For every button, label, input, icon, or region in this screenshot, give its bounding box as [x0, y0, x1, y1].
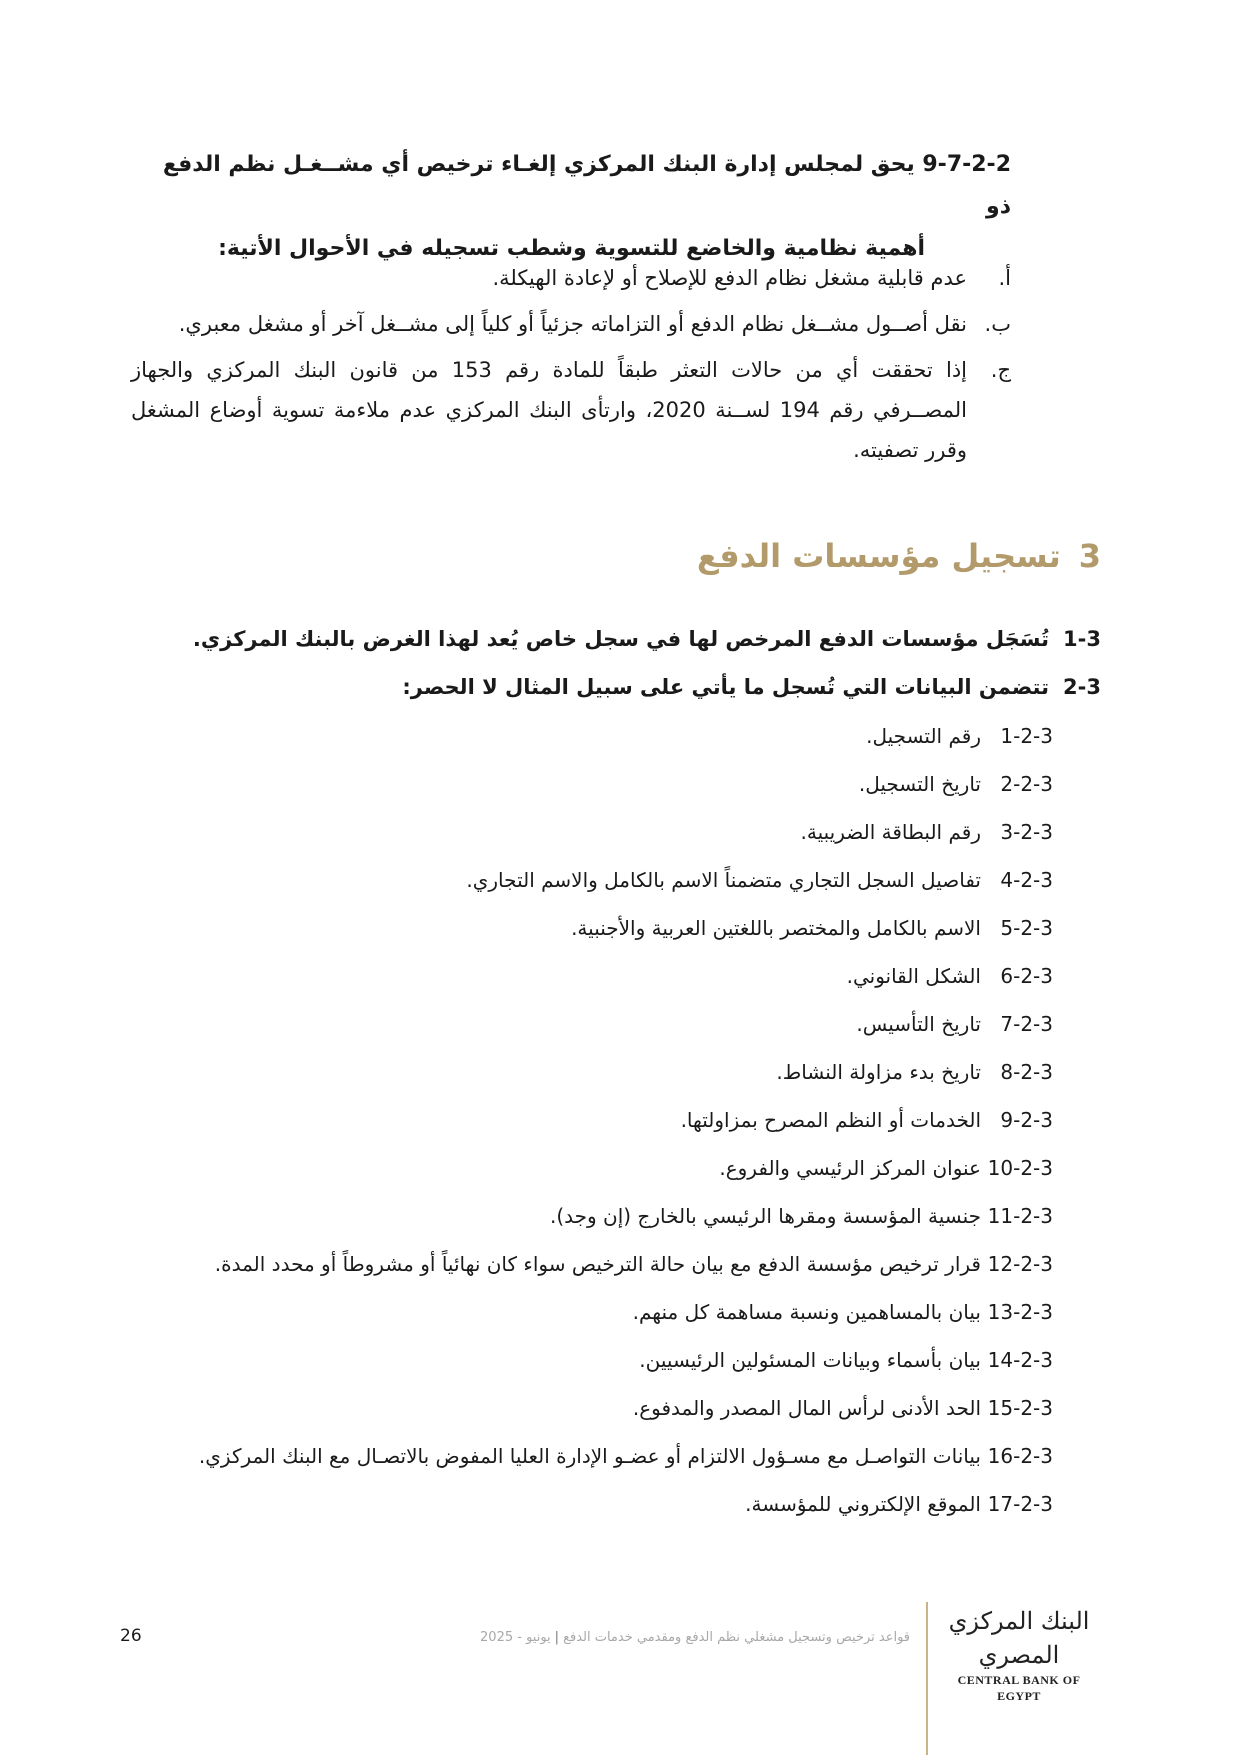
item-number: 13-2-3: [987, 1300, 1053, 1324]
list-item: [123, 1244, 1053, 1284]
footer-title: قواعد ترخيص وتسجيل مشغلي نظم الدفع ومقدمي خدمات الدفع: [563, 1630, 910, 1645]
item-number: 2-2-3: [1000, 772, 1053, 796]
item-text: الحد الأدنى لرأس المال المصدر والمدفوع.: [632, 1396, 981, 1420]
paragraph-9-7-2-2: [131, 144, 1011, 270]
sub-item-list: [123, 716, 1053, 1532]
central-bank-logo: [944, 1604, 1094, 1703]
item-number: 6-2-3: [1000, 964, 1053, 988]
item-number: 5-2-3: [1000, 916, 1053, 940]
item-number: 3-2-3: [1000, 820, 1053, 844]
list-item: [123, 1196, 1053, 1236]
footer-separator: |: [554, 1630, 560, 1645]
item-number: 9-2-3: [1000, 1108, 1053, 1132]
item-number: 1-3: [1063, 627, 1101, 651]
logo-arabic-text: البنك المركزي المصري: [948, 1607, 1090, 1669]
list-marker: أ.: [998, 266, 1011, 290]
list-item: [123, 1388, 1053, 1428]
page-number: 26: [120, 1626, 142, 1646]
section-heading: [201, 532, 1101, 580]
list-item-text: عدم قابلية مشغل نظام الدفع للإصلاح أو لإعادة الهيكلة.: [492, 266, 967, 290]
item-text: تفاصيل السجل التجاري متضمناً الاسم بالكامل والاسم التجاري.: [466, 868, 981, 892]
footer-document-title: [400, 1628, 910, 1648]
item-number: 17-2-3: [987, 1492, 1053, 1516]
list-item: [123, 1052, 1053, 1092]
item-text: رقم التسجيل.: [866, 724, 981, 748]
item-number: 8-2-3: [1000, 1060, 1053, 1084]
list-item: [131, 258, 1011, 298]
item-text: الموقع الإلكتروني للمؤسسة.: [745, 1492, 981, 1516]
item-text: بيان بأسماء وبيانات المسئولين الرئيسيين.: [639, 1348, 981, 1372]
list-item: [141, 618, 1101, 660]
paragraph-line-2: أهمية نظامية والخاضع للتسوية وشطب تسجيله في الأحوال الأتية:: [218, 236, 925, 261]
list-item: [123, 1436, 1053, 1476]
item-text: الخدمات أو النظم المصرح بمزاولتها.: [680, 1108, 981, 1132]
item-text: عنوان المركز الرئيسي والفروع.: [719, 1156, 981, 1180]
item-number: 10-2-3: [987, 1156, 1053, 1180]
item-number: 14-2-3: [987, 1348, 1053, 1372]
lettered-list: [131, 258, 1011, 476]
item-text: رقم البطاقة الضريبية.: [800, 820, 981, 844]
footer-date: يونيو - 2025: [480, 1630, 551, 1645]
list-item: [123, 956, 1053, 996]
item-number: 2-3: [1063, 675, 1101, 699]
logo-english-text: CENTRAL BANK OF EGYPT: [957, 1673, 1081, 1703]
list-item: [123, 1484, 1053, 1524]
item-text: بيان بالمساهمين ونسبة مساهمة كل منهم.: [632, 1300, 981, 1324]
list-item: [123, 716, 1053, 756]
item-number: 11-2-3: [987, 1204, 1053, 1228]
section-title: تسجيل مؤسسات الدفع: [696, 537, 1061, 575]
paragraph-line-1: يحق لمجلس إدارة البنك المركزي إلغـاء ترخيص أي مشــغـل نظم الدفع ذو: [162, 152, 1011, 219]
list-item: [123, 1340, 1053, 1380]
list-item: [123, 1292, 1053, 1332]
list-item-text: نقل أصــول مشــغل نظام الدفع أو التزاماته جزئياً أو كلياً إلى مشــغل آخر أو مشغل معبري.: [178, 312, 967, 336]
item-number: 16-2-3: [987, 1444, 1053, 1468]
footer-divider: [926, 1602, 928, 1755]
list-marker: ب.: [984, 312, 1011, 336]
list-item: [123, 1004, 1053, 1044]
item-number: 7-2-3: [1000, 1012, 1053, 1036]
list-item: [123, 1148, 1053, 1188]
list-item-text: إذا تحققت أي من حالات التعثر طبقاً للمادة رقم 153 من قانون البنك المركزي والجهاز المصــرفي رقم 194 لســنة 2020، وارتأى البنك المركزي عدم ملاءمة تسوية أوضاع المشغل وقرر تصفيته.: [131, 358, 968, 462]
item-text: بيانات التواصـل مع مسـؤول الالتزام أو عضـو الإدارة العليا المفوض بالاتصـال مع البنك المركزي.: [198, 1444, 981, 1468]
list-item: [141, 666, 1101, 708]
list-item: [123, 764, 1053, 804]
item-text: الاسم بالكامل والمختصر باللغتين العربية والأجنبية.: [571, 916, 981, 940]
item-text: تُسَجَل مؤسسات الدفع المرخص لها في سجل خاص يُعد لهذا الغرض بالبنك المركزي.: [192, 627, 1049, 651]
list-item: [131, 304, 1011, 344]
list-item: [123, 860, 1053, 900]
item-text: تاريخ التسجيل.: [858, 772, 981, 796]
section-items: [141, 618, 1101, 714]
item-text: تاريخ التأسيس.: [856, 1012, 981, 1036]
item-text: قرار ترخيص مؤسسة الدفع مع بيان حالة الترخيص سواء كان نهائياً أو مشروطاً أو محدد المدة.: [214, 1252, 981, 1276]
item-number: 4-2-3: [1000, 868, 1053, 892]
item-number: 1-2-3: [1000, 724, 1053, 748]
paragraph-number: 9-7-2-2: [922, 152, 1011, 177]
list-item: [123, 1100, 1053, 1140]
item-text: تاريخ بدء مزاولة النشاط.: [776, 1060, 981, 1084]
item-text: الشكل القانوني.: [846, 964, 981, 988]
item-number: 15-2-3: [987, 1396, 1053, 1420]
item-number: 12-2-3: [987, 1252, 1053, 1276]
section-number: 3: [1078, 537, 1101, 575]
list-item: [123, 908, 1053, 948]
list-item: [131, 350, 1011, 470]
list-marker: ج.: [990, 358, 1011, 382]
list-item: [123, 812, 1053, 852]
item-text: جنسية المؤسسة ومقرها الرئيسي بالخارج (إن وجد).: [549, 1204, 981, 1228]
item-text: تتضمن البيانات التي تُسجل ما يأتي على سبيل المثال لا الحصر:: [402, 675, 1049, 699]
